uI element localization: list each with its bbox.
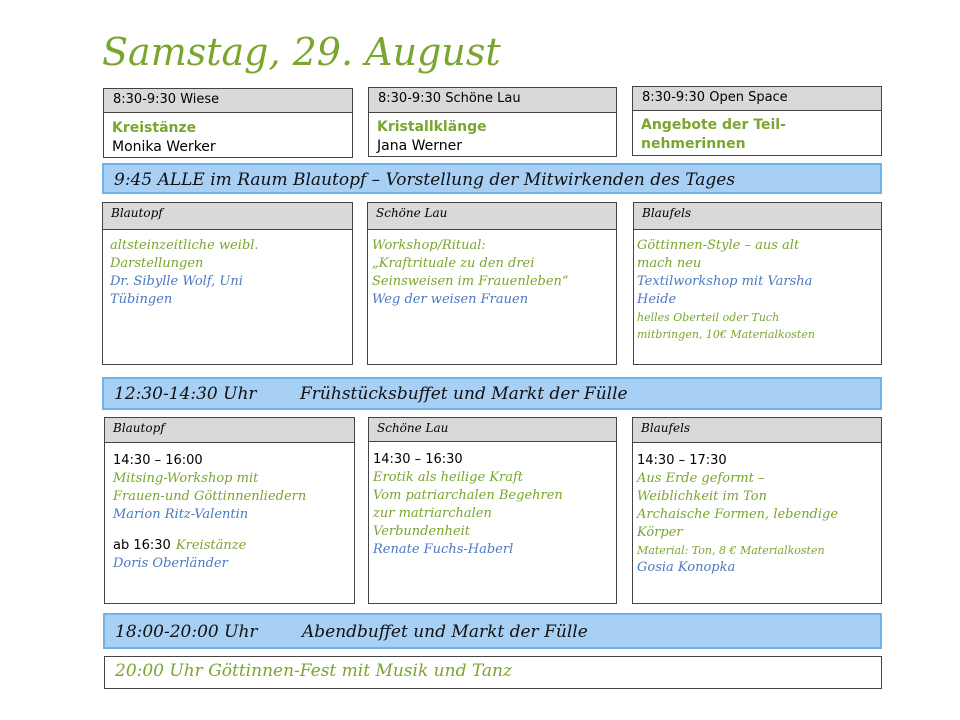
session-title-cont: Archaische Formen, lebendige — [637, 507, 839, 522]
session-time: 14:30 – 16:00 — [113, 453, 203, 468]
session-title-cont: zur matriarchalen — [373, 506, 492, 521]
lunch-bar — [102, 377, 882, 410]
session-title: Aus Erde geformt – — [637, 471, 765, 486]
lunch-time: 12:30-14:30 Uhr — [114, 384, 257, 404]
session3-card-schoene-lau — [368, 417, 617, 604]
presenter-name: Monika Werker — [112, 139, 216, 155]
session-note: Material: Ton, 8 € Materialkosten — [637, 544, 825, 557]
presenter-name: Textilworkshop mit Varsha — [637, 274, 813, 289]
card-header: Blaufels — [634, 203, 881, 230]
session-title: Angebote der Teil- — [641, 117, 786, 133]
card-header: Blaufels — [633, 418, 881, 443]
session-title-cont: nehmerinnen — [641, 136, 746, 152]
presenter-name: Marion Ritz-Valentin — [113, 507, 249, 522]
fest-bar — [104, 656, 882, 689]
session-note: helles Oberteil oder Tuch — [637, 311, 780, 324]
session-title-cont: Frauen-und Göttinnenliedern — [113, 489, 307, 504]
session-title: altsteinzeitliche weibl. — [110, 238, 259, 253]
evening-time: 18:00-20:00 Uhr — [115, 622, 258, 642]
session2-card-blautopf — [102, 202, 353, 365]
session-title-cont: Vom patriarchalen Begehren — [373, 488, 563, 503]
extra-session-title: Kreistänze — [175, 538, 247, 553]
extra-presenter-name: Doris Oberländer — [113, 556, 228, 571]
presenter-name: Gosia Konopka — [637, 560, 736, 575]
session2-card-schoene-lau — [367, 202, 617, 365]
session3-card-blaufels — [632, 417, 882, 604]
session-title: Kreistänze — [112, 120, 197, 136]
card-header: 8:30-9:30 Schöne Lau — [369, 88, 616, 113]
session-title-cont: mach neu — [637, 256, 702, 271]
morning-card-schoene-lau — [368, 87, 617, 157]
presenter-name-cont: Tübingen — [110, 292, 173, 307]
morning-card-wiese — [103, 88, 353, 158]
session-title-cont: Verbundenheit — [373, 524, 471, 539]
lunch-text: Frühstücksbuffet und Markt der Fülle — [300, 384, 628, 404]
fest-text: 20:00 Uhr Göttinnen-Fest mit Musik und Tanz — [115, 661, 512, 681]
session-note-cont: mitbringen, 10€ Materialkosten — [637, 328, 815, 341]
session-title-cont: Seinsweisen im Frauenleben“ — [372, 274, 569, 289]
session-title: Workshop/Ritual: — [372, 238, 486, 253]
presenter-name: Jana Werner — [377, 138, 462, 154]
session-title-cont: „Kraftrituale zu den drei — [372, 256, 535, 271]
card-header: Blautopf — [105, 418, 354, 443]
card-header: Schöne Lau — [369, 418, 616, 442]
morning-card-open-space — [632, 86, 882, 156]
evening-bar — [103, 613, 882, 649]
session-title: Mitsing-Workshop mit — [113, 471, 259, 486]
plenary-text: 9:45 ALLE im Raum Blautopf – Vorstellung der Mitwirkenden des Tages — [114, 170, 736, 190]
presenter-name: Weg der weisen Frauen — [372, 292, 529, 307]
card-header: 8:30-9:30 Open Space — [633, 87, 881, 111]
session2-card-blaufels — [633, 202, 882, 365]
session3-card-blautopf — [104, 417, 355, 604]
session-time: 14:30 – 16:30 — [373, 452, 463, 467]
evening-text: Abendbuffet und Markt der Fülle — [302, 622, 588, 642]
presenter-name-cont: Heide — [637, 292, 677, 307]
card-header: 8:30-9:30 Wiese — [104, 89, 352, 113]
plenary-bar — [102, 163, 882, 194]
page-title: Samstag, 29. August — [102, 30, 501, 74]
session-title: Erotik als heilige Kraft — [373, 470, 524, 485]
session-title: Göttinnen-Style – aus alt — [637, 238, 800, 253]
card-header: Schöne Lau — [368, 203, 616, 230]
session-time: 14:30 – 17:30 — [637, 453, 727, 468]
session-title-cont: Darstellungen — [110, 256, 204, 271]
extra-session-time: ab 16:30 — [113, 538, 171, 553]
session-title-cont: Weiblichkeit im Ton — [637, 489, 768, 504]
card-header: Blautopf — [103, 203, 352, 230]
session-title-cont: Körper — [637, 525, 683, 540]
presenter-name: Dr. Sibylle Wolf, Uni — [110, 274, 243, 289]
presenter-name: Renate Fuchs-Haberl — [373, 542, 514, 557]
session-title: Kristallklänge — [377, 119, 487, 135]
